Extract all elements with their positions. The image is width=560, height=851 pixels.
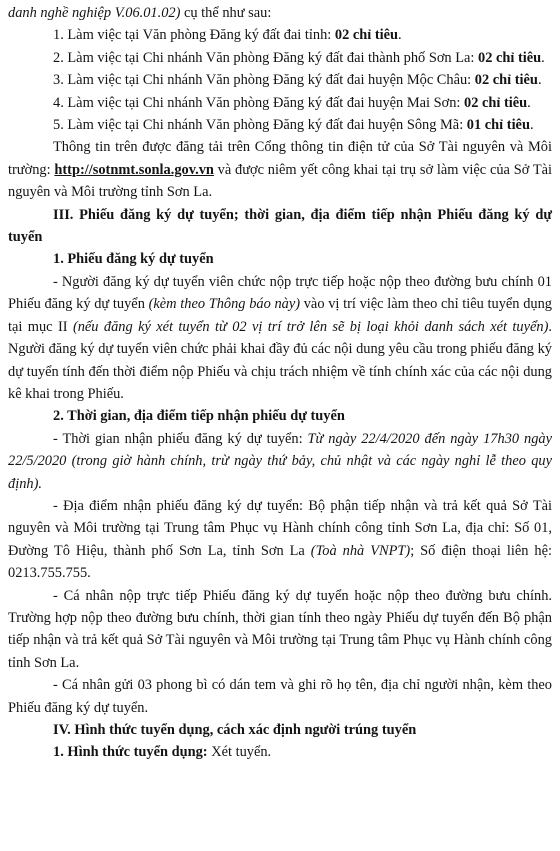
section-3-heading: III. Phiếu đăng ký dự tuyển; thời gian, địa điểm tiếp nhận Phiếu đăng ký dự tuyển: [8, 206, 552, 246]
quota-item-3: [8, 69, 552, 91]
quota-end: .: [529, 117, 534, 134]
intro-italic: danh nghề nghiệp V.06.01.02): [8, 5, 181, 21]
info-text-a: Thông tin trên được đăng tải trên Cổng thông tin điện tử của Sở Tài nguyên và Môi trường:: [8, 139, 552, 178]
quota-item-text: 3. Làm việc tại Chi nhánh Văn phòng Đăng ký đất đai huyện Mộc Châu:: [53, 72, 475, 89]
receipt-time-value: Từ ngày 22/4/2020 đến ngày 17h30 ngày 22/5/2020 (trong giờ hành chính, trừ ngày thứ bảy, chủ nhật và các ngày nghỉ lễ theo quy định).: [8, 430, 552, 492]
quota-item-2: [8, 47, 552, 69]
quota-item-4: [8, 92, 552, 114]
website-link[interactable]: http://sotnmt.sonla.gov.vn: [54, 161, 214, 178]
s1-text-b: vào vị trí việc làm theo chỉ tiêu tuyển dụng tại mục II: [8, 296, 552, 335]
envelope-paragraph: - Cá nhân gửi 03 phong bì có dán tem và ghi rõ họ tên, địa chỉ người nhận, kèm theo Phiếu đăng ký dự tuyển.: [8, 677, 552, 716]
quota-item-text: 5. Làm việc tại Chi nhánh Văn phòng Đăng ký đất đai huyện Sông Mã:: [53, 117, 467, 134]
subsection-1-body: [8, 271, 552, 405]
quota-value: 01 chỉ tiêu: [466, 117, 530, 134]
quota-end: .: [398, 27, 402, 44]
quota-value: 02 chỉ tiêu: [478, 49, 542, 66]
receipt-time-label: - Thời gian nhận phiếu đăng ký dự tuyển:: [53, 430, 308, 447]
quota-value: 02 chỉ tiêu: [334, 27, 399, 44]
subsection-1-heading: 1. Phiếu đăng ký dự tuyển: [53, 251, 214, 268]
recruitment-form-label: 1. Hình thức tuyển dụng:: [53, 744, 208, 761]
s1-italic-2: (nếu đăng ký xét tuyển từ 02 vị trí trở lên sẽ bị loại khỏi danh sách xét tuyển): [72, 318, 549, 335]
quota-item-5: [8, 114, 552, 136]
intro-line: [8, 2, 552, 24]
receipt-time-paragraph: [8, 428, 552, 495]
quota-item-text: 4. Làm việc tại Chi nhánh Văn phòng Đăng ký đất đai huyện Mai Sơn:: [53, 94, 465, 111]
quota-end: .: [541, 49, 545, 66]
quota-item-text: 2. Làm việc tại Chi nhánh Văn phòng Đăng ký đất đai thành phố Sơn La:: [53, 49, 478, 66]
quota-end: .: [527, 94, 531, 111]
quota-item-1: [8, 24, 552, 46]
s1-italic-1: (kèm theo Thông báo này): [148, 296, 301, 313]
s1-text-a: - Người đăng ký dự tuyển viên chức nộp trực tiếp hoặc nộp theo đường bưu chính 01 Phiếu đăng ký dự tuyển: [8, 273, 552, 313]
recruitment-form-value: Xét tuyển.: [207, 744, 272, 761]
info-text-b: và được niêm yết công khai tại trụ sở làm việc của Sở Tài nguyên và Môi trường tỉnh Sơn La.: [8, 161, 553, 201]
receipt-place-phone: ; Số điện thoại liên hệ: 0213.755.755.: [8, 542, 552, 582]
receipt-place-paragraph: [8, 495, 552, 585]
recruitment-form-line: [8, 741, 552, 763]
s1-text-c: . Người đăng ký dự tuyển viên chức phải khai đầy đủ các nội dung yêu cầu trong phiếu đăng ký dự tuyển tính đến thời điểm nộp Phiếu và chịu trách nhiệm về tính chính xác của các nội dung kê khai trong Phiếu.: [8, 318, 552, 402]
submission-method-paragraph: - Cá nhân nộp trực tiếp Phiếu đăng ký dự tuyển hoặc nộp theo đường bưu chính. Trường hợp nộp theo đường bưu chính, thời gian tính theo ngày Phiếu dự tuyển đến Bộ phận tiếp nhận và trả kết quả Sở Tài nguyên và Môi trường tại Trung tâm Phục vụ Hành chính công tỉnh Sơn La.: [8, 587, 552, 671]
quota-value: 02 chỉ tiêu: [474, 72, 538, 89]
subsection-2-heading: 2. Thời gian, địa điểm tiếp nhận phiếu dự tuyển: [53, 408, 345, 425]
intro-rest: cụ thể như sau:: [180, 5, 272, 21]
quota-end: .: [537, 72, 542, 89]
quota-value: 02 chỉ tiêu: [464, 94, 528, 111]
receipt-place-italic: (Toà nhà VNPT): [310, 542, 411, 559]
section-4-heading: IV. Hình thức tuyển dụng, cách xác định người trúng tuyển: [53, 722, 417, 738]
info-paragraph: [8, 136, 552, 203]
receipt-place-text: - Địa điểm nhận phiếu đăng ký dự tuyển: Bộ phận tiếp nhận và trả kết quả Sở Tài nguyên và Môi trường tại Trung tâm Phục vụ Hành chính công tỉnh Sơn La, địa chỉ: Số 01, Đường Tô Hiệu, thành phố Sơn La, tỉnh Sơn La: [8, 497, 552, 559]
quota-item-text: 1. Làm việc tại Văn phòng Đăng ký đất đai tỉnh:: [53, 27, 335, 44]
